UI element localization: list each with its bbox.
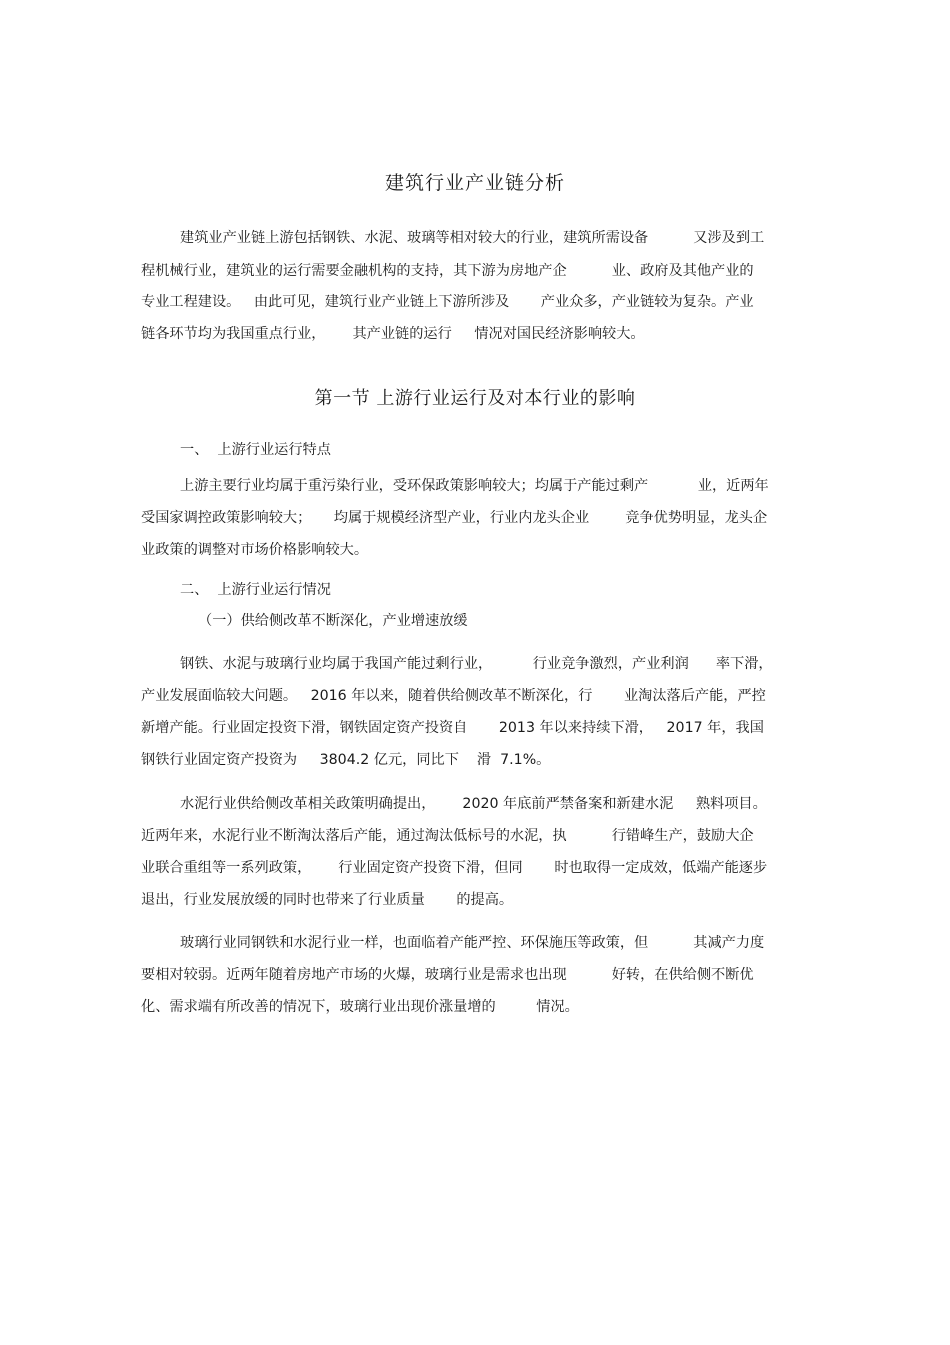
intro-line-1: 建筑业产业链上游包括钢铁、水泥、玻璃等相对较大的行业，建筑所需设备 又涉及到工	[180, 230, 765, 246]
cement-para-line-4: 退出，行业发展放缓的同时也带来了行业质量 的提高。	[141, 892, 514, 908]
cement-para-line-3: 业联合重组等一系列政策， 行业固定资产投资下滑，但同 时也取得一定成效，低端产能逐步	[141, 860, 768, 876]
subsection-2-subheading: （一）供给侧改革不断深化，产业增速放缓	[198, 613, 468, 629]
steel-para-line-3: 新增产能。行业固定投资下滑，钢铁固定资产投资自 2013 年以来持续下滑， 2017 年，我国	[141, 720, 764, 736]
sub1-line-3: 业政策的调整对市场价格影响较大。	[141, 542, 369, 558]
intro-line-3: 专业工程建设。 由此可见，建筑行业产业链上下游所涉及 产业众多，产业链较为复杂。产业	[141, 294, 754, 310]
section-title: 第一节 上游行业运行及对本行业的影响	[314, 388, 636, 409]
steel-para-line-4: 钢铁行业固定资产投资为 3804.2 亿元，同比下 滑 7.1%。	[141, 752, 551, 768]
intro-line-4: 链各环节均为我国重点行业， 其产业链的运行 情况对国民经济影响较大。	[141, 326, 645, 342]
steel-para-line-2: 产业发展面临较大问题。 2016 年以来，随着供给侧改革不断深化，行 业淘汰落后产能，严控	[141, 688, 766, 704]
cement-para-line-1: 水泥行业供给侧改革相关政策明确提出， 2020 年底前严禁备案和新建水泥 熟料项目。	[180, 796, 767, 812]
steel-para-line-1: 钢铁、水泥与玻璃行业均属于我国产能过剩行业， 行业竞争激烈，产业利润 率下滑，	[180, 656, 773, 672]
sub1-line-1: 上游主要行业均属于重污染行业，受环保政策影响较大；均属于产能过剩产 业，近两年	[180, 478, 769, 494]
cement-para-line-2: 近两年来，水泥行业不断淘汰落后产能，通过淘汰低标号的水泥，执 行错峰生产，鼓励大企	[141, 828, 754, 844]
sub1-line-2: 受国家调控政策影响较大； 均属于规模经济型产业，行业内龙头企业 竞争优势明显，龙头企	[141, 510, 768, 526]
subsection-1-heading: 一、 上游行业运行特点	[180, 442, 331, 458]
subsection-2-heading: 二、 上游行业运行情况	[180, 582, 331, 598]
glass-para-line-2: 要相对较弱。近两年随着房地产市场的火爆，玻璃行业是需求也出现 好转，在供给侧不断优	[141, 967, 754, 983]
intro-line-2: 程机械行业，建筑业的运行需要金融机构的支持，其下游为房地产企 业、政府及其他产业的	[141, 263, 754, 279]
glass-para-line-3: 化、需求端有所改善的情况下，玻璃行业出现价涨量增的 情况。	[141, 999, 579, 1015]
document-title: 建筑行业产业链分析	[384, 172, 565, 194]
glass-para-line-1: 玻璃行业同钢铁和水泥行业一样，也面临着产能严控、环保施压等政策，但 其减产力度	[180, 935, 765, 951]
